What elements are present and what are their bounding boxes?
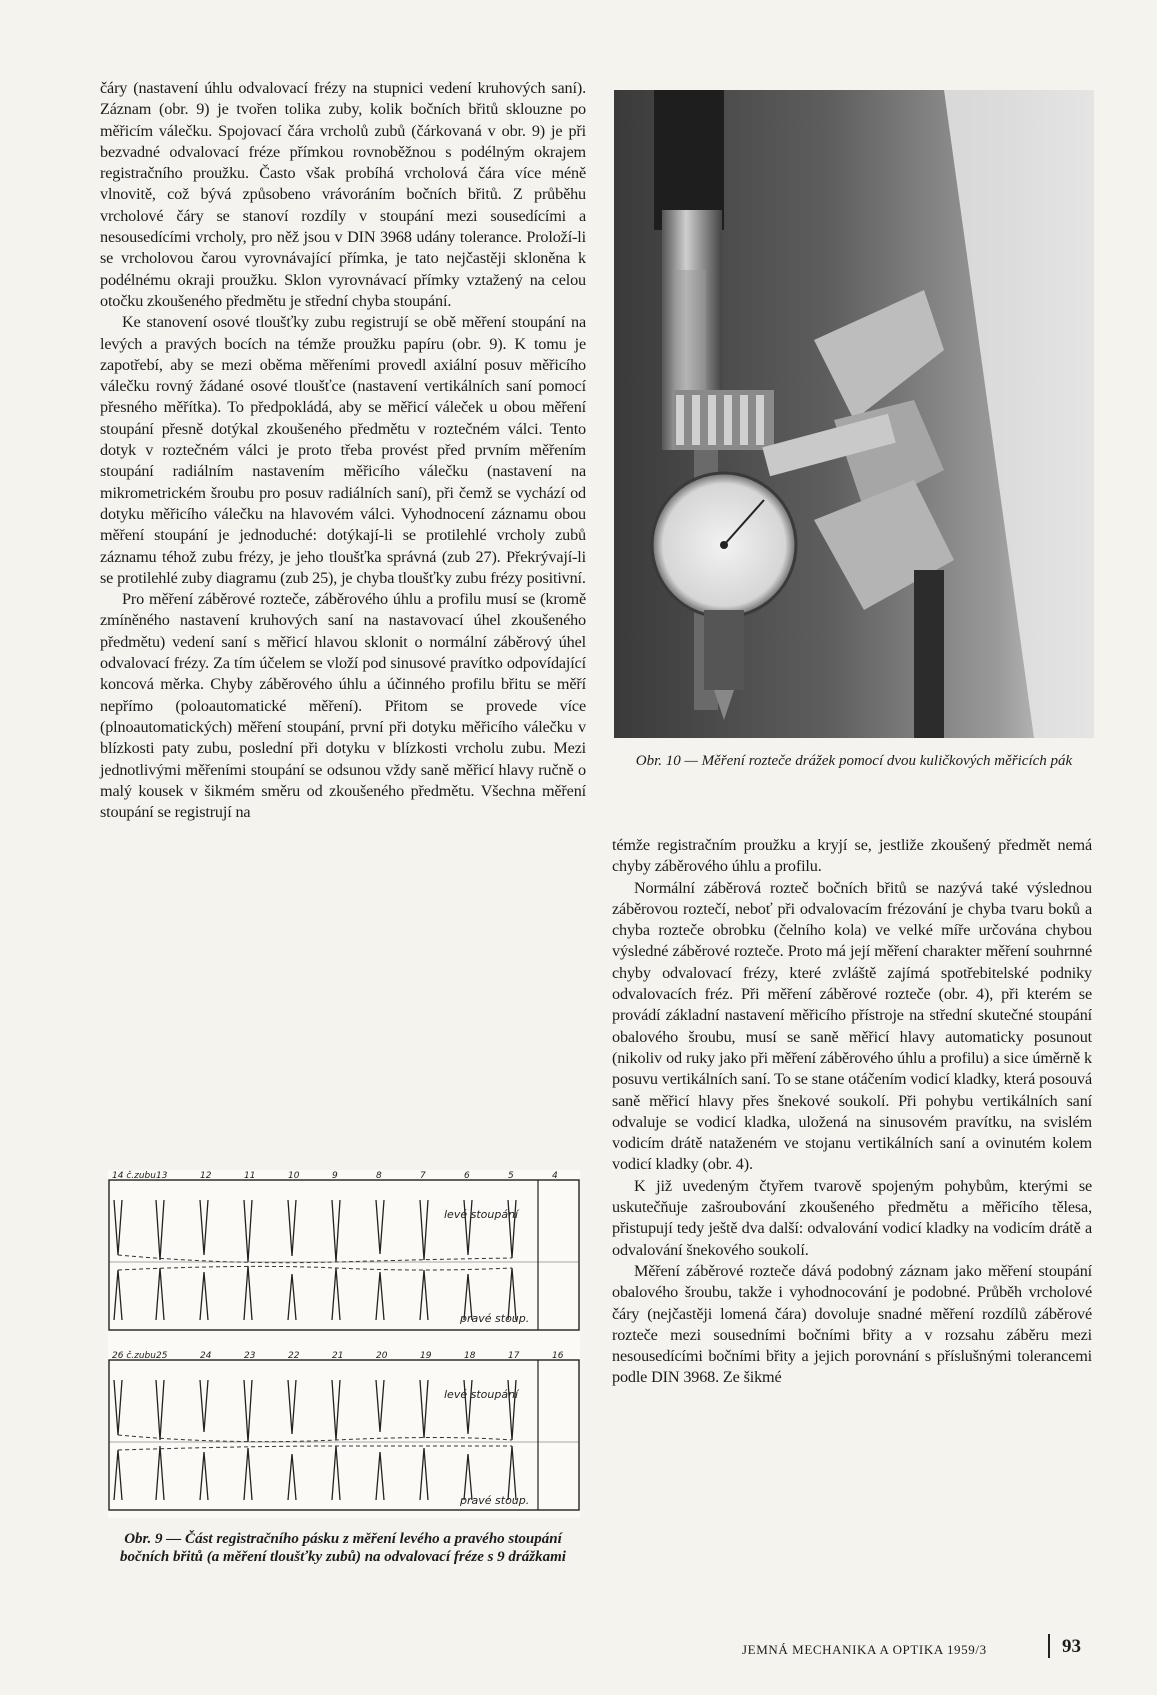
diagram-tick-label: 8 xyxy=(376,1171,382,1181)
diagram-tick-label: 20 xyxy=(376,1351,388,1361)
right-paragraph-3: K již uvedeným čtyřem tvarově spojeným pohybům, kterými se uskutečňuje zašroubování zkoušeného předmětu a měřicího tělesa, přistupují tedy ještě dva další: odvalování vodicí kladky na vodicím drátě a odvalování šnekového soukolí. xyxy=(612,1176,1092,1259)
figure-9-diagram xyxy=(108,1170,580,1518)
diagram-tick-label: 21 xyxy=(332,1351,344,1361)
diagram-tick-label: 5 xyxy=(508,1171,514,1181)
diagram-tick-label: 19 xyxy=(420,1351,432,1361)
diagram-tick-label: 24 xyxy=(200,1351,212,1361)
right-paragraph-1: témže registračním proužku a kryjí se, jestliže zkoušený předmět nemá chyby záběrového úhlu a profilu. xyxy=(612,836,1092,876)
footer-separator xyxy=(1048,1634,1050,1658)
diagram-tick-label: 23 xyxy=(244,1351,256,1361)
journal-name: JEMNÁ MECHANIKA A OPTIKA 1959/3 xyxy=(742,1642,987,1657)
diagram-tick-label: 22 xyxy=(288,1351,300,1361)
diagram-tick-label: 11 xyxy=(244,1171,256,1181)
left-paragraph-2: Ke stanovení osové tloušťky zubu registrují se obě měření stoupání na levých a pravých bocích na témže proužku papíru (obr. 9). K tomu je zapotřebí, aby se mezi oběma měřeními provedl axiální posuv měřicího válečku rovný žádané osové tloušťce (nastavení vertikálních saní pomocí přesného měřítka). To předpokládá, aby se měřicí váleček u obou měření stoupání přesně dotýkal zkoušeného předmětu v roztečném válci. Tento dotyk v roztečném válci je proto třeba provést před prvním měřením stoupání radiálním nastavením měřicího válečku (nastavení na mikrometrickém šroubu pro posuv radiálních saní), při čemž se vychází od dotyku měřicího válečku na hlavovém válci. Vyhodnocení záznamu obou měření stoupání je jednoduché: dotýkají-li se protilehlé vrcholy zubů záznamu téhož zubu frézy, je jeho tloušťka správná (zub 27). Překrývají-li se protilehlé zuby diagramu (zub 25), je chyba tloušťky zubu frézy positivní. xyxy=(100,313,586,587)
diagram-bottom-label-right: pravé stoup. xyxy=(460,1494,530,1507)
diagram-tick-label: 17 xyxy=(508,1351,520,1361)
diagram-tick-label: 4 xyxy=(552,1171,558,1181)
figure-9-caption: Obr. 9 — Část registračního pásku z měření levého a pravého stoupání bočních břitů (a měření tloušťky zubů) na odvalovací fréze s 9 drážkami xyxy=(120,1531,566,1565)
left-paragraph-3: Pro měření záběrové rozteče, záběrového úhlu a profilu musí se (kromě zmíněného nastavení kruhových saní na nastavovací úhel zkoušeného předmětu) vedení saní s měřicí hlavou sklonit o normální záběrový úhel odvalovací frézy. Za tím účelem se vloží pod sinusové pravítko odpovídající koncová měrka. Chyby záběrového úhlu a účinného profilu břitu se měří nepřímo (poloautomatické měření). Přitom se provede více (plnoautomatických) měření stoupání, první při dotyku měřicího válečku v blízkosti paty zubu, poslední při dotyku v blízkosti vrcholu zubu. Mezi jednotlivými měřeními stoupání se odsunou vždy saně měřicí hlavy ručně o malý kousek v šikmém směru od zkoušeného předmětu. Všechna měření stoupání se registrují na xyxy=(100,590,586,822)
diagram-tick-label: 9 xyxy=(332,1171,338,1181)
diagram-top-header: 14 č.zubu13 xyxy=(112,1171,168,1181)
right-paragraph-2: Normální záběrová rozteč bočních břitů se nazývá také výslednou záběrovou roztečí, neboť při odvalovacím frézování je chyba tvaru boků a chyba rozteče obrobku (čelního kola) ve velké míře určována chybou výsledné záběrové rozteče. Proto má její měření charakter měření souhrnné chyby odvalovací frézy, které zvláště zajímá spotřebitelské podniky odvalovacích fréz. Při měření záběrové rozteče (obr. 4), při kterém se provádí základní nastavení měřicího přístroje na střední skutečné stoupání obalového šroubu, musí se saně měřicí hlavy automaticky posunout (nikoliv od ruky jako při měření záběrového úhlu a profilu) a sice úměrně k posuvu vertikálních saní. To se stane otáčením vodicí kladky, která posouvá saně měřicí hlavy přes šnekové soukolí. Při pohybu vertikálních saní odvaluje se vodicí kladka, uložená na sinusovém pravítku, na svislém vodicím drátě nataženém ve stojanu vertikálních saní a ovinutém kolem vodicí kladky (obr. 4). xyxy=(612,878,1092,1174)
diagram-tick-label: 18 xyxy=(464,1351,476,1361)
page-footer xyxy=(742,1634,1094,1664)
diagram-tick-label: 7 xyxy=(420,1171,426,1181)
page-number: 93 xyxy=(1062,1636,1081,1657)
right-paragraph-4: Měření záběrové rozteče dává podobný záznam jako měření stoupání obalového šroubu, takže i vyhodnocování je podobné. Průběh vrcholové čáry (nejčastěji lomená čára) dovoluje snadné měření rozdílů záběrové rozteče mezi sousedními bočními břity a v rozsahu záběru mezi nesousedícími bočními břity a jejich porovnání s příslušnými tolerancemi podle DIN 3968. Ze šikmé xyxy=(612,1261,1092,1387)
diagram-tick-label: 16 xyxy=(552,1351,564,1361)
diagram-top-label-left: levé stoupání xyxy=(444,1208,519,1221)
diagram-tick-label: 12 xyxy=(200,1171,212,1181)
left-paragraph-1: čáry (nastavení úhlu odvalovací frézy na stupnici vedení kruhových saní). Záznam (obr. 9) je tvořen tolika zuby, kolik bočních břitů sklouzne po měřicím válečku. Spojovací čára vrcholů zubů (čárkovaná v obr. 9) je při bezvadné odvalovací fréze přímkou rovnoběžnou s podélným okrajem registračního proužku. Často však probíhá vrcholová čára více méně vlnovitě, což bývá způsobeno vrávoráním bočních břitů. Z průběhu vrcholové čáry se stanoví rozdíly v stoupání mezi sousedícími a nesousedícími vrcholy, pro něž jsou v DIN 3968 udány tolerance. Proloží-li se vrcholovou čarou vyrovnávající přímka, je tato nejčastěji skloněna k podélnému okraji proužku. Sklon vyrovnávací přímky vztažený na celou otočku zkoušeného předmětu je střední chyba stoupání. xyxy=(100,79,586,310)
figure-10-caption: Obr. 10 — Měření rozteče drážek pomocí dvou kuličkových měřicích pák xyxy=(635,753,1073,769)
diagram-tick-label: 6 xyxy=(464,1171,470,1181)
figure-10-photo xyxy=(614,90,1094,738)
diagram-top-label-right: pravé stoup. xyxy=(460,1312,530,1325)
left-column xyxy=(100,78,586,823)
diagram-bottom-label-left: levé stoupání xyxy=(444,1388,519,1401)
right-column xyxy=(612,835,1092,1389)
diagram-tick-label: 10 xyxy=(288,1171,300,1181)
diagram-bottom-header: 26 č.zubu25 xyxy=(112,1351,168,1361)
